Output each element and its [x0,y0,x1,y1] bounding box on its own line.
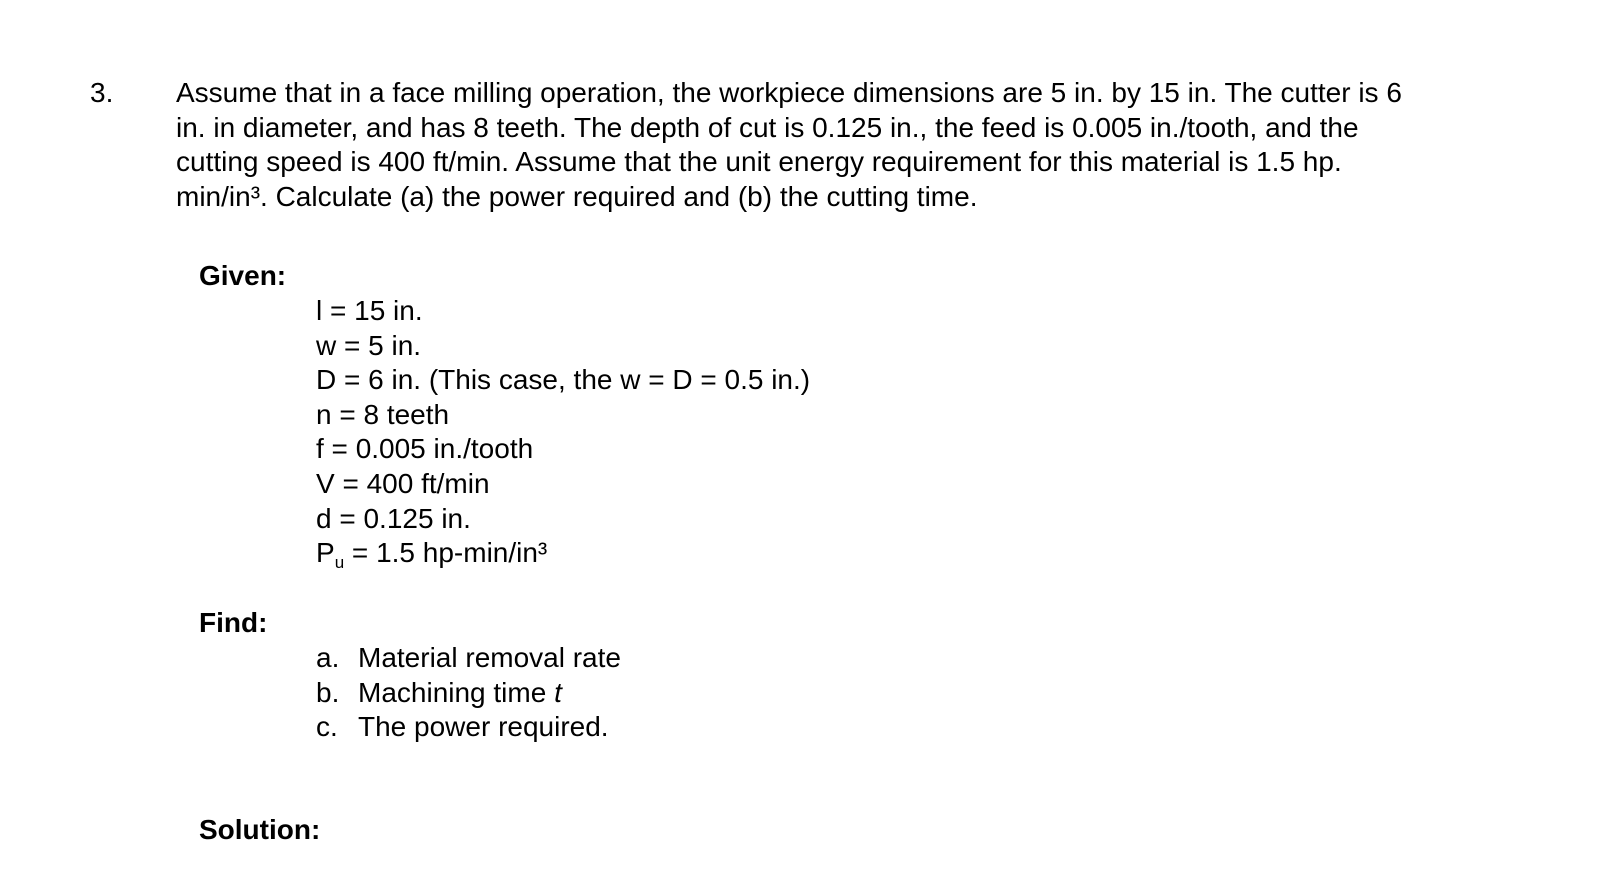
given-list [316,294,810,575]
find-heading: Find: [199,607,268,638]
find-item-text-main: Material removal rate [358,642,621,673]
find-item [316,641,621,676]
problem-text-line: cutting speed is 400 ft/min. Assume that the unit energy requirement for this material is 1.5 hp. [176,146,1342,177]
problem-number: 3. [90,77,114,108]
given-item-length: l = 15 in. [316,295,423,326]
problem-text-line: Assume that in a face milling operation, the workpiece dimensions are 5 in. by 15 in. The cutter is 6 [176,77,1402,108]
find-item-text-main: Machining time [358,676,555,708]
unit-energy-value: = 1.5 hp-min/in³ [344,537,548,569]
solution-heading: Solution: [199,814,321,845]
find-item [316,710,621,745]
given-item-speed: V = 400 ft/min [316,467,490,499]
problem-text [176,76,1536,214]
unit-energy-symbol: P [316,537,335,569]
find-item [316,676,621,711]
given-item-teeth: n = 8 teeth [316,398,450,430]
find-item-marker: c. [316,711,338,743]
unit-energy-subscript: u [334,553,345,573]
find-item-text [358,710,609,745]
find-item-text [358,676,562,711]
given-item-width: w = 5 in. [316,329,422,361]
given-item-depth: d = 0.125 in. [316,502,471,534]
given-heading: Given: [199,260,287,291]
given-item-feed: f = 0.005 in./tooth [316,433,534,465]
find-list [316,641,621,745]
find-item-text [358,641,621,676]
find-item-text-italic: t [554,676,562,708]
find-item-text-main: The power required. [358,711,609,743]
problem-text-line: in. in diameter, and has 8 teeth. The depth of cut is 0.125 in., the feed is 0.005 in./tooth, and the [176,111,1359,143]
given-item-diameter: D = 6 in. (This case, the w = D = 0.5 in.) [316,364,811,396]
find-item-marker: b. [316,676,340,708]
problem-text-line: min/in³. Calculate (a) the power required and (b) the cutting time. [176,180,978,212]
find-item-marker: a. [316,642,340,673]
given-item-unit-energy [316,536,810,575]
